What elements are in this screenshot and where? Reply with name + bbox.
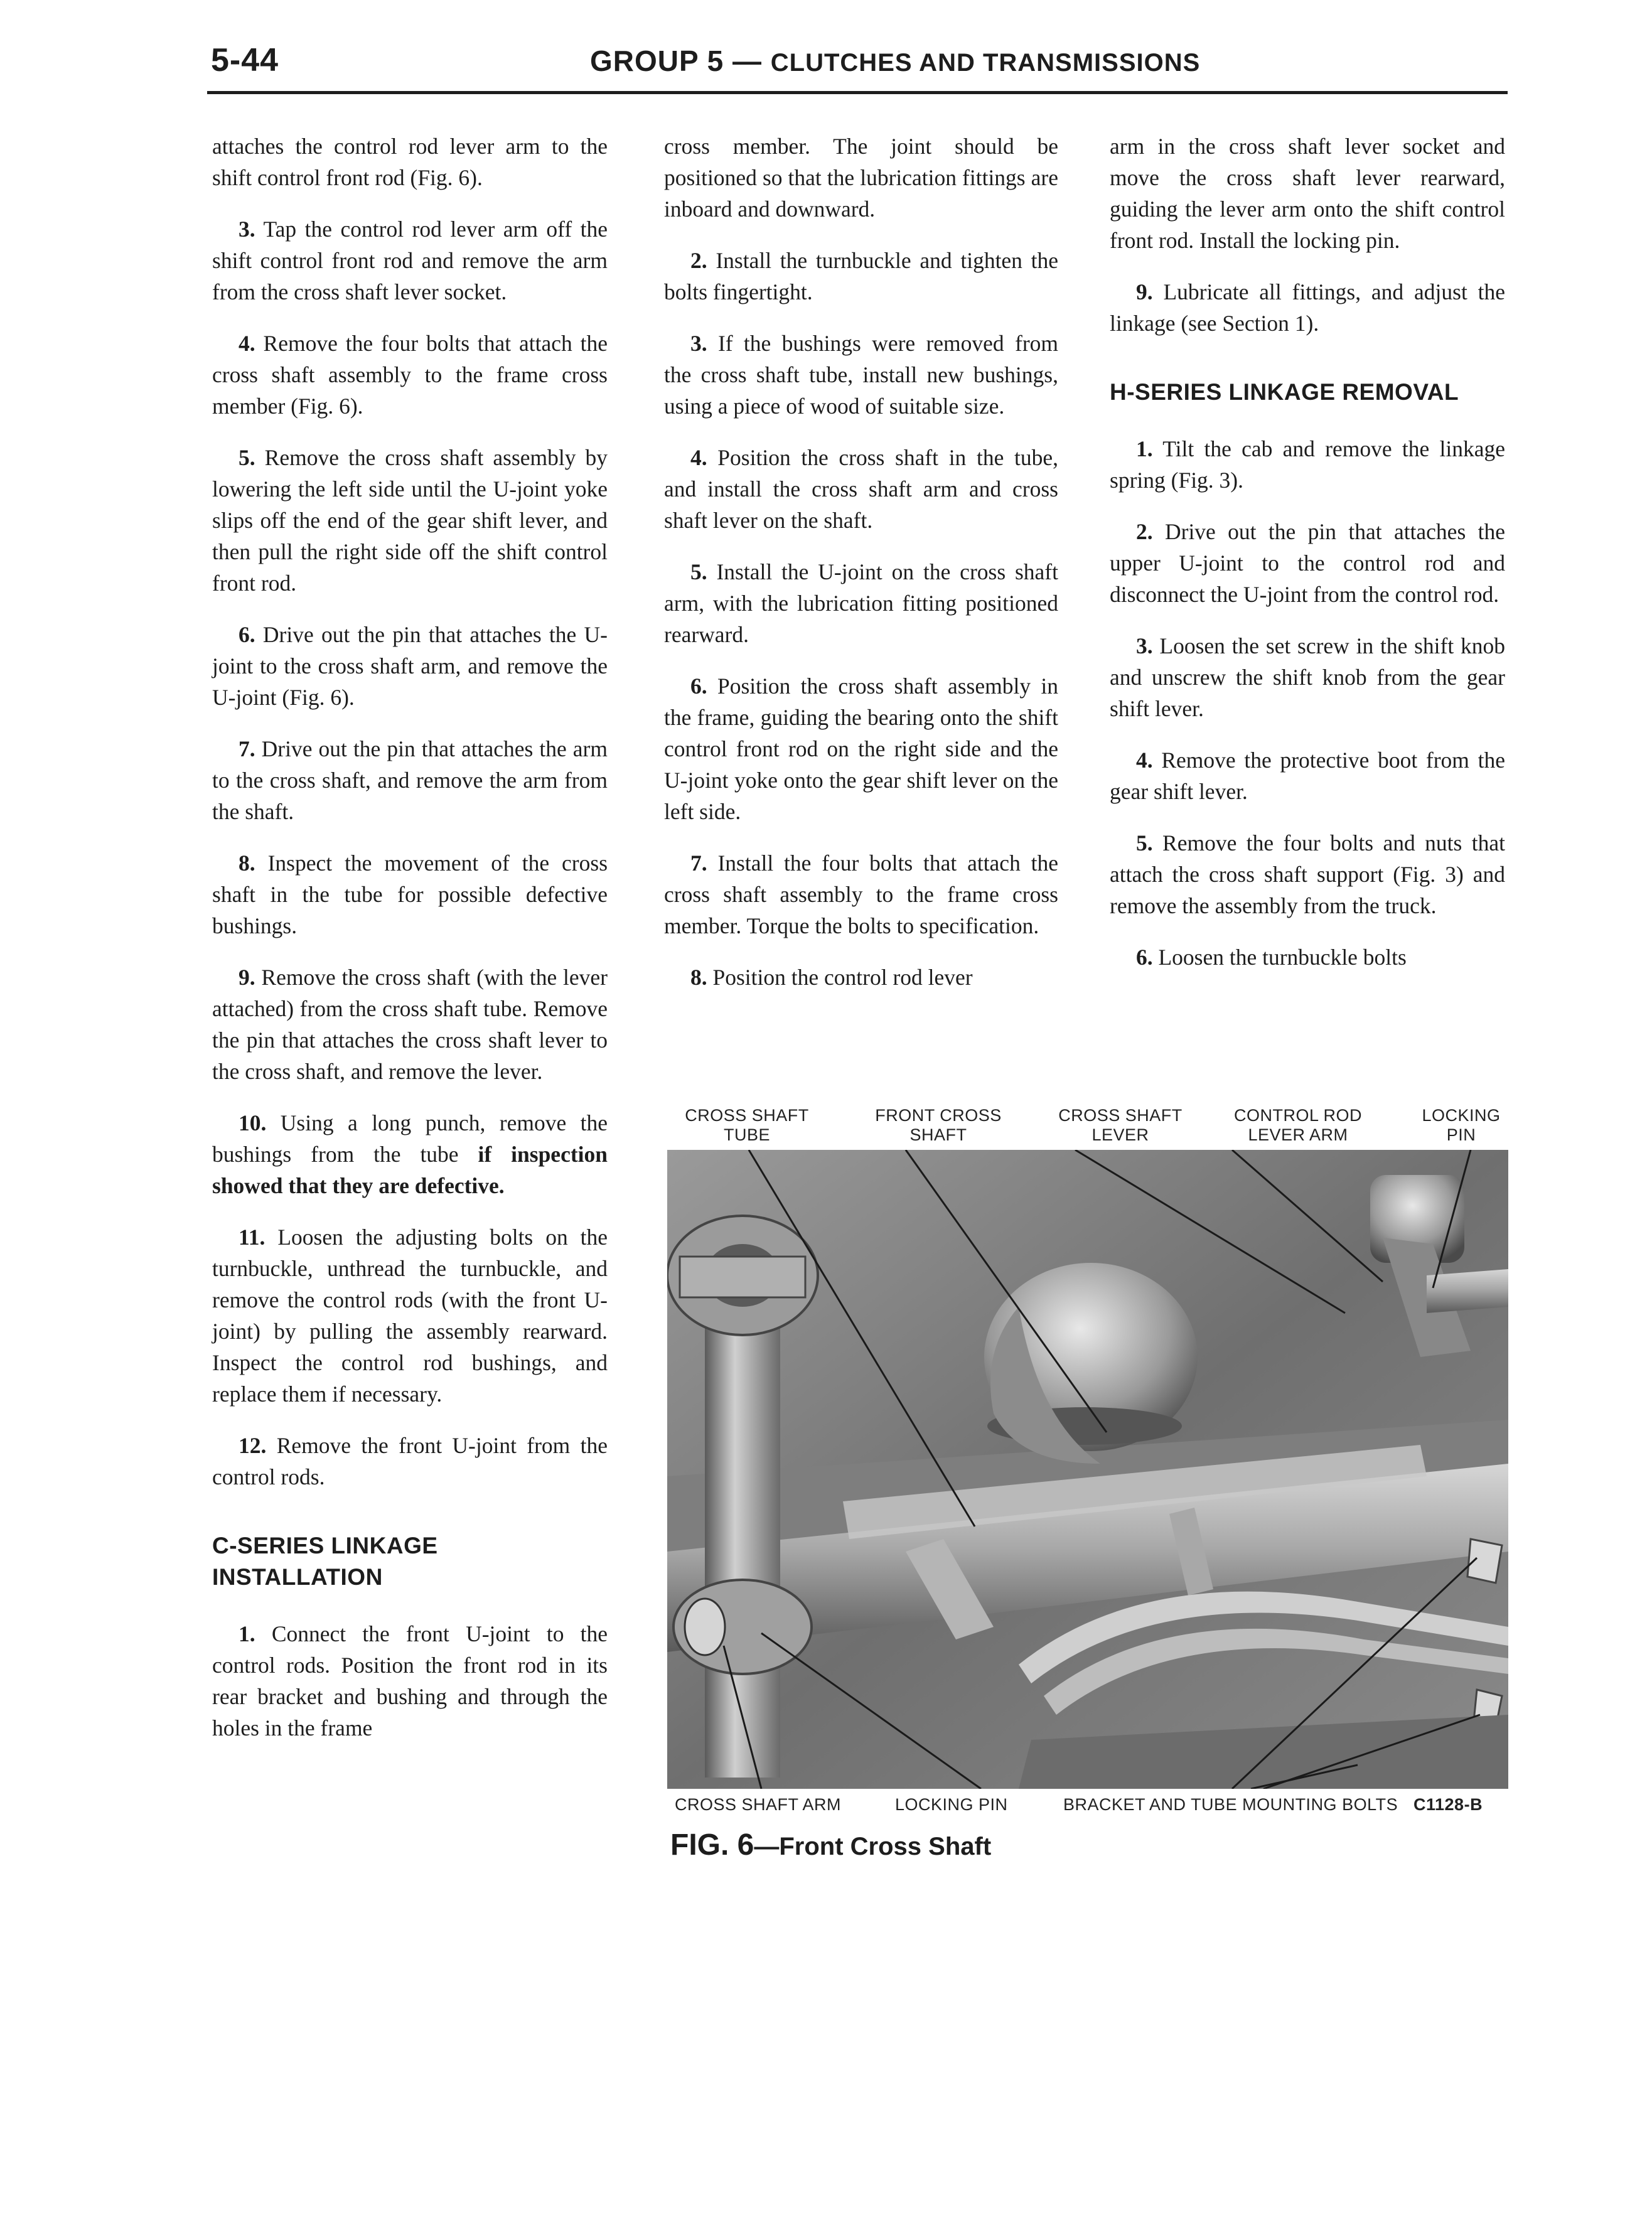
label-locking-pin-top: LOCKING PIN (1422, 1106, 1501, 1144)
step-number: 6. (690, 673, 707, 699)
step-5: 5. Install the U-joint on the cross shaft arm, with the lubrication fitting positioned rearward. (664, 559, 1058, 647)
group-label: GROUP 5 (590, 45, 724, 77)
removal-step-5: 5. Remove the four bolts and nuts that attach the cross shaft support (Fig. 3) and remove the assembly from the truck. (1110, 830, 1505, 918)
step-7: 7. Install the four bolts that attach the cross shaft assembly to the frame cross member. Torque the bolts to specification. (664, 850, 1059, 938)
paragraph: arm in the cross shaft lever socket and move the cross shaft lever rearward, guiding the lever arm onto the shift control front rod. Install the locking pin. (1110, 134, 1505, 253)
step-9: 9. Remove the cross shaft (with the lever attached) from the cross shaft tube. Remove the pin that attaches the cross shaft lever to the cross shaft, and remove the lever. (212, 965, 608, 1084)
text-column-3 (1110, 131, 1505, 993)
step-number: 2. (1136, 519, 1153, 544)
removal-step-6: 6. Loosen the turnbuckle bolts (1136, 945, 1407, 970)
step-number: 9. (239, 965, 255, 990)
label-mounting-bolts: BRACKET AND TUBE MOUNTING BOLTS (1063, 1795, 1398, 1814)
step-number: 4. (1136, 748, 1153, 773)
step-number: 11. (239, 1225, 266, 1250)
removal-step-3: 3. Loosen the set screw in the shift knob and unscrew the shift knob from the gear shift lever. (1110, 633, 1506, 721)
step-8: 8. Inspect the movement of the cross shaft in the tube for possible defective bushings. (212, 850, 608, 938)
figure-title: —Front Cross Shaft (754, 1833, 992, 1860)
step-number: 7. (239, 736, 255, 761)
step-4: 4. Remove the four bolts that attach the cross shaft assembly to the frame cross member (Fig. 6). (212, 331, 608, 419)
step-number: 5. (690, 559, 707, 584)
step-number: 3. (690, 331, 707, 356)
step-5: 5. Remove the cross shaft assembly by lowering the left side until the U-joint yoke slips off the end of the gear shift lever, and then pull the right side off the shift control front rod. (212, 445, 608, 596)
step-9: 9. Lubricate all fittings, and adjust the linkage (see Section 1). (1110, 279, 1506, 336)
step-number: 9. (1136, 279, 1153, 304)
install-step-1: 1. Connect the front U-joint to the control rods. Position the front rod in its rear bracket and bushing and through the holes in the frame (212, 1621, 608, 1740)
header-rule (207, 91, 1508, 94)
step-11: 11. Loosen the adjusting bolts on the turnbuckle, unthread the turnbuckle, and remove the control rods (with the front U-joint) by pulling the assembly rearward. Inspect the control rod bushings, and replace them if necessary. (212, 1225, 608, 1407)
paragraph: attaches the control rod lever arm to the shift control front rod (Fig. 6). (212, 134, 608, 190)
step-number: 1. (239, 1621, 255, 1646)
removal-step-4: 4. Remove the protective boot from the gear shift lever. (1110, 748, 1505, 804)
figure-number: FIG. 6 (670, 1828, 754, 1862)
step-number: 1. (1136, 436, 1153, 461)
step-number: 5. (239, 445, 255, 470)
step-number: 5. (1136, 830, 1153, 855)
step-8: 8. Position the control rod lever (690, 965, 973, 990)
page-title (590, 44, 1200, 78)
label-cross-shaft-tube: CROSS SHAFT TUBE (685, 1106, 809, 1144)
paragraph: cross member. The joint should be positioned so that the lubrication fittings are inboard and downward. (664, 134, 1058, 222)
step-12: 12. Remove the front U-joint from the control rods. (212, 1433, 608, 1489)
step-4: 4. Position the cross shaft in the tube, and install the cross shaft arm and cross shaft lever on the shaft. (664, 445, 1058, 533)
label-front-cross-shaft: FRONT CROSS SHAFT (875, 1106, 1002, 1144)
step-2: 2. Install the turnbuckle and tighten the bolts fingertight. (664, 248, 1059, 304)
bold-note: if inspection showed that they are defective. (212, 1142, 608, 1198)
group-title: CLUTCHES AND TRANSMISSIONS (770, 49, 1201, 77)
step-10: 10. Using a long punch, remove the bushings from the tube if inspection showed that they are defective. (212, 1110, 608, 1198)
step-number: 12. (239, 1433, 267, 1458)
label-control-rod-lever-arm: CONTROL ROD LEVER ARM (1233, 1106, 1362, 1144)
group-dash: — (724, 45, 771, 77)
page-number: 5-44 (211, 42, 279, 78)
step-7: 7. Drive out the pin that attaches the arm to the cross shaft, and remove the arm from the shaft. (212, 736, 608, 824)
figure-caption (670, 1828, 991, 1862)
step-number: 3. (239, 217, 255, 242)
removal-step-2: 2. Drive out the pin that attaches the upper U-joint to the control rod and disconnect the U-joint from the control rod. (1110, 519, 1505, 607)
removal-step-1: 1. Tilt the cab and remove the linkage spring (Fig. 3). (1110, 436, 1505, 493)
step-number: 8. (239, 850, 255, 876)
step-number: 6. (1136, 945, 1153, 970)
step-3: 3. If the bushings were removed from the cross shaft tube, install new bushings, using a piece of wood of suitable size. (664, 331, 1059, 419)
section-heading: C-SERIES LINKAGE INSTALLATION (212, 1533, 438, 1590)
front-cross-shaft-illustration (667, 1150, 1508, 1789)
step-number: 8. (690, 965, 707, 990)
label-cross-shaft-arm: CROSS SHAFT ARM (675, 1795, 842, 1814)
label-locking-pin-bottom: LOCKING PIN (895, 1795, 1008, 1814)
step-number: 2. (690, 248, 707, 273)
section-heading: H-SERIES LINKAGE REMOVAL (1110, 379, 1459, 405)
label-cross-shaft-lever: CROSS SHAFT LEVER (1058, 1106, 1183, 1144)
step-number: 3. (1136, 633, 1153, 658)
step-number: 7. (690, 850, 707, 876)
step-6: 6. Position the cross shaft assembly in the frame, guiding the bearing onto the shift control front rod on the right side and the U-joint yoke onto the gear shift lever on the left side. (664, 673, 1059, 824)
step-number: 10. (239, 1110, 267, 1135)
text-column-2 (664, 131, 1058, 1013)
step-number: 4. (690, 445, 707, 470)
step-number: 6. (239, 622, 255, 647)
step-3: 3. Tap the control rod lever arm off the shift control front rod and remove the arm from the cross shaft lever socket. (212, 217, 608, 304)
step-number: 4. (239, 331, 255, 356)
text-column-1 (212, 131, 608, 1764)
step-6: 6. Drive out the pin that attaches the U-joint to the cross shaft arm, and remove the U-joint (Fig. 6). (212, 622, 608, 710)
figure-code: C1128-B (1413, 1795, 1483, 1814)
